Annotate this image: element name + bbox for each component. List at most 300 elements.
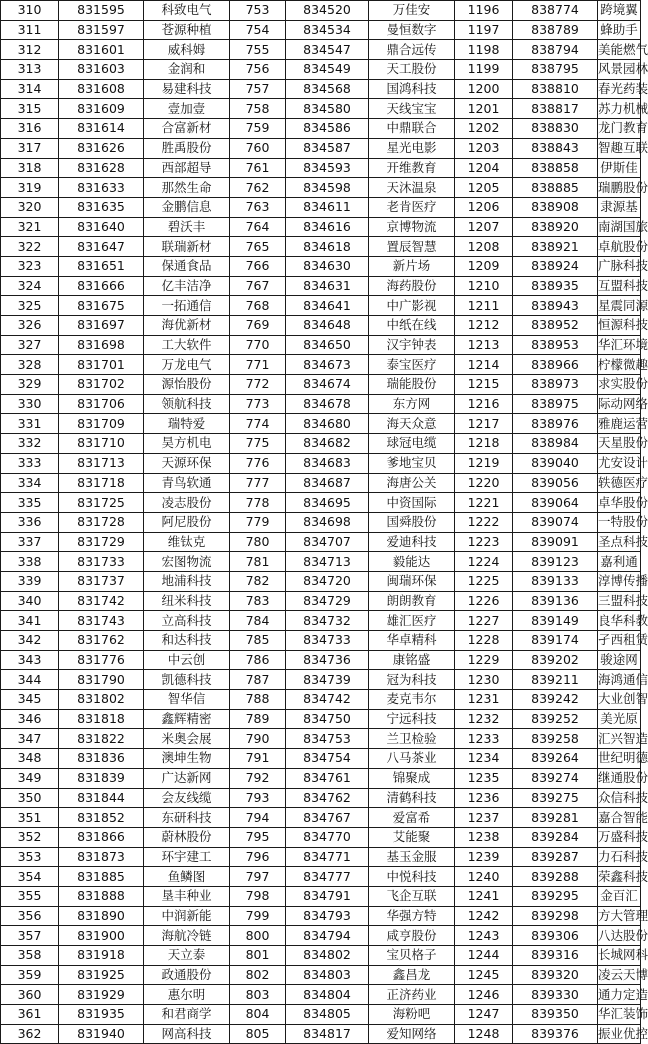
stock-name-cell: 天沐温泉	[369, 178, 455, 198]
stock-code-cell: 834739	[286, 670, 369, 690]
table-row	[1, 512, 641, 532]
stock-code-cell: 838810	[513, 79, 598, 99]
stock-code-cell: 831609	[59, 99, 144, 119]
row-index-cell: 1203	[455, 138, 513, 158]
row-index-cell: 353	[1, 847, 59, 867]
row-index-cell: 337	[1, 532, 59, 552]
stock-code-cell: 839316	[513, 946, 598, 966]
stock-name-cell: 海优新材	[144, 316, 230, 336]
stock-code-cell: 834683	[286, 453, 369, 473]
stock-name-cell: 汉宇钟表	[369, 335, 455, 355]
stock-code-cell: 834547	[286, 40, 369, 60]
stock-name-cell: 和达科技	[144, 631, 230, 651]
stock-code-cell: 838885	[513, 178, 598, 198]
stock-name-cell: 清鹤科技	[369, 788, 455, 808]
row-index-cell: 773	[230, 394, 286, 414]
stock-code-cell: 831713	[59, 453, 144, 473]
row-index-cell: 1233	[455, 729, 513, 749]
stock-name-cell: 长城网科	[598, 946, 641, 966]
stock-name-cell: 海航冷链	[144, 926, 230, 946]
stock-name-cell: 海粉吧	[369, 1005, 455, 1025]
stock-code-cell: 838908	[513, 197, 598, 217]
stock-name-cell: 那然生命	[144, 178, 230, 198]
stock-name-cell: 垦丰种业	[144, 886, 230, 906]
stock-code-cell: 839284	[513, 827, 598, 847]
stock-code-cell: 839274	[513, 768, 598, 788]
stock-code-cell: 831603	[59, 60, 144, 80]
stock-name-cell: 中资国际	[369, 493, 455, 513]
table-row	[1, 276, 641, 296]
table-row	[1, 453, 641, 473]
stock-code-cell: 839275	[513, 788, 598, 808]
stock-name-cell: 瑞鹏股份	[598, 178, 641, 198]
row-index-cell: 1240	[455, 867, 513, 887]
row-index-cell: 1217	[455, 414, 513, 434]
stock-code-cell: 834754	[286, 749, 369, 769]
row-index-cell: 360	[1, 985, 59, 1005]
stock-name-cell: 万佳安	[369, 1, 455, 21]
stock-name-cell: 爱富希	[369, 808, 455, 828]
stock-code-cell: 838830	[513, 119, 598, 139]
stock-name-cell: 振业优控	[598, 1024, 641, 1044]
stock-name-cell: 曼恒数字	[369, 20, 455, 40]
stock-code-cell: 834534	[286, 20, 369, 40]
stock-code-cell: 839242	[513, 690, 598, 710]
row-index-cell: 1247	[455, 1005, 513, 1025]
row-index-cell: 791	[230, 749, 286, 769]
stock-name-cell: 中鼎联合	[369, 119, 455, 139]
stock-code-cell: 834707	[286, 532, 369, 552]
row-index-cell: 802	[230, 965, 286, 985]
stock-code-cell: 831728	[59, 512, 144, 532]
stock-name-cell: 朗朗教育	[369, 591, 455, 611]
stock-name-cell: 尤安设计	[598, 453, 641, 473]
row-index-cell: 776	[230, 453, 286, 473]
row-index-cell: 800	[230, 926, 286, 946]
row-index-cell: 797	[230, 867, 286, 887]
stock-name-cell: 科致电气	[144, 1, 230, 21]
stock-code-cell: 831852	[59, 808, 144, 828]
stock-name-cell: 际动网络	[598, 394, 641, 414]
stock-name-cell: 球冠电缆	[369, 434, 455, 454]
row-index-cell: 778	[230, 493, 286, 513]
stock-code-cell: 839074	[513, 512, 598, 532]
table-row	[1, 591, 641, 611]
row-index-cell: 1210	[455, 276, 513, 296]
stock-name-cell: 惠尔明	[144, 985, 230, 1005]
row-index-cell: 324	[1, 276, 59, 296]
stock-name-cell: 联瑞新材	[144, 237, 230, 257]
table-row	[1, 355, 641, 375]
stock-name-cell: 瑞特爱	[144, 414, 230, 434]
row-index-cell: 1206	[455, 197, 513, 217]
table-row	[1, 40, 641, 60]
stock-code-cell: 834804	[286, 985, 369, 1005]
stock-name-cell: 恒源科技	[598, 316, 641, 336]
stock-code-cell: 839287	[513, 847, 598, 867]
stock-name-cell: 中润新能	[144, 906, 230, 926]
stock-code-cell: 834650	[286, 335, 369, 355]
row-index-cell: 798	[230, 886, 286, 906]
stock-code-cell: 834777	[286, 867, 369, 887]
stock-name-cell: 网高科技	[144, 1024, 230, 1044]
row-index-cell: 1231	[455, 690, 513, 710]
stock-name-cell: 米奥会展	[144, 729, 230, 749]
table-row	[1, 20, 641, 40]
stock-name-cell: 宁远科技	[369, 709, 455, 729]
stock-code-cell: 834793	[286, 906, 369, 926]
stock-code-cell: 834720	[286, 571, 369, 591]
stock-name-cell: 和君商学	[144, 1005, 230, 1025]
table-row	[1, 611, 641, 631]
stock-name-cell: 海唐公关	[369, 473, 455, 493]
stock-name-cell: 海鸿通信	[598, 670, 641, 690]
stock-name-cell: 艾能聚	[369, 827, 455, 847]
row-index-cell: 1245	[455, 965, 513, 985]
stock-code-cell: 831666	[59, 276, 144, 296]
stock-code-cell: 839320	[513, 965, 598, 985]
stock-code-cell: 831890	[59, 906, 144, 926]
stock-code-cell: 831802	[59, 690, 144, 710]
row-index-cell: 348	[1, 749, 59, 769]
stock-name-cell: 美光原	[598, 709, 641, 729]
table-row	[1, 926, 641, 946]
stock-code-cell: 834771	[286, 847, 369, 867]
stock-name-cell: 置辰智慧	[369, 237, 455, 257]
stock-name-cell: 春光药装	[598, 79, 641, 99]
stock-code-cell: 834674	[286, 375, 369, 395]
table-row	[1, 552, 641, 572]
stock-name-cell: 碧沃丰	[144, 217, 230, 237]
stock-name-cell: 地浦科技	[144, 571, 230, 591]
stock-name-cell: 天立泰	[144, 946, 230, 966]
stock-name-cell: 宏图物流	[144, 552, 230, 572]
table-row	[1, 650, 641, 670]
row-index-cell: 314	[1, 79, 59, 99]
row-index-cell: 1200	[455, 79, 513, 99]
row-index-cell: 779	[230, 512, 286, 532]
table-row	[1, 532, 641, 552]
stock-code-cell: 831742	[59, 591, 144, 611]
row-index-cell: 321	[1, 217, 59, 237]
stock-name-cell: 华汇装饰	[598, 1005, 641, 1025]
row-index-cell: 336	[1, 512, 59, 532]
stock-code-cell: 831718	[59, 473, 144, 493]
stock-code-cell: 831601	[59, 40, 144, 60]
stock-code-cell: 834713	[286, 552, 369, 572]
stock-code-cell: 839298	[513, 906, 598, 926]
stock-name-cell: 八马茶业	[369, 749, 455, 769]
stock-code-cell: 834587	[286, 138, 369, 158]
stock-code-cell: 831873	[59, 847, 144, 867]
table-row	[1, 690, 641, 710]
row-index-cell: 342	[1, 631, 59, 651]
table-row	[1, 375, 641, 395]
row-index-cell: 315	[1, 99, 59, 119]
table-row	[1, 414, 641, 434]
row-index-cell: 1232	[455, 709, 513, 729]
stock-code-cell: 834770	[286, 827, 369, 847]
stock-name-cell: 维钛克	[144, 532, 230, 552]
row-index-cell: 796	[230, 847, 286, 867]
stock-name-cell: 汇兴智造	[598, 729, 641, 749]
row-index-cell: 788	[230, 690, 286, 710]
row-index-cell: 361	[1, 1005, 59, 1025]
stock-name-cell: 工大软件	[144, 335, 230, 355]
stock-code-cell: 839264	[513, 749, 598, 769]
stock-code-cell: 839376	[513, 1024, 598, 1044]
stock-name-cell: 方大管理	[598, 906, 641, 926]
stock-name-cell: 三盟科技	[598, 591, 641, 611]
stock-name-cell: 嘉合智能	[598, 808, 641, 828]
stock-code-cell: 831725	[59, 493, 144, 513]
stock-code-cell: 838953	[513, 335, 598, 355]
table-row	[1, 256, 641, 276]
stock-name-cell: 凌云天博	[598, 965, 641, 985]
stock-code-cell: 834580	[286, 99, 369, 119]
stock-code-cell: 834618	[286, 237, 369, 257]
stock-name-cell: 风景园林	[598, 60, 641, 80]
row-index-cell: 790	[230, 729, 286, 749]
table-row	[1, 138, 641, 158]
row-index-cell: 758	[230, 99, 286, 119]
stock-name-cell: 隶源基	[598, 197, 641, 217]
stock-name-cell: 昊方机电	[144, 434, 230, 454]
stock-name-cell: 政通股份	[144, 965, 230, 985]
stock-name-cell: 爱迪科技	[369, 532, 455, 552]
row-index-cell: 784	[230, 611, 286, 631]
stock-name-cell: 基玉金服	[369, 847, 455, 867]
table-row	[1, 946, 641, 966]
stock-name-cell: 老肯医疗	[369, 197, 455, 217]
stock-code-cell: 834791	[286, 886, 369, 906]
row-index-cell: 753	[230, 1, 286, 21]
row-index-cell: 1222	[455, 512, 513, 532]
stock-name-cell: 中云创	[144, 650, 230, 670]
stock-code-cell: 834695	[286, 493, 369, 513]
stock-name-cell: 宝贝格子	[369, 946, 455, 966]
stock-name-cell: 互盟科技	[598, 276, 641, 296]
stock-code-cell: 834687	[286, 473, 369, 493]
table-row	[1, 886, 641, 906]
stock-name-cell: 青鸟软通	[144, 473, 230, 493]
stock-name-cell: 康铭盛	[369, 650, 455, 670]
row-index-cell: 331	[1, 414, 59, 434]
table-row	[1, 434, 641, 454]
row-index-cell: 325	[1, 296, 59, 316]
stock-code-cell: 834803	[286, 965, 369, 985]
row-index-cell: 351	[1, 808, 59, 828]
table-row	[1, 788, 641, 808]
stock-name-cell: 天线宝宝	[369, 99, 455, 119]
table-row	[1, 768, 641, 788]
table-row	[1, 178, 641, 198]
row-index-cell: 1241	[455, 886, 513, 906]
row-index-cell: 803	[230, 985, 286, 1005]
stock-name-cell: 星震同源	[598, 296, 641, 316]
table-row	[1, 60, 641, 80]
row-index-cell: 1238	[455, 827, 513, 847]
stock-name-cell: 卓华股份	[598, 493, 641, 513]
stock-code-cell: 831888	[59, 886, 144, 906]
row-index-cell: 1198	[455, 40, 513, 60]
row-index-cell: 318	[1, 158, 59, 178]
table-row	[1, 158, 641, 178]
stock-code-cell: 831698	[59, 335, 144, 355]
row-index-cell: 801	[230, 946, 286, 966]
table-row	[1, 808, 641, 828]
stock-name-cell: 雅鹿运营	[598, 414, 641, 434]
stock-code-cell: 834586	[286, 119, 369, 139]
stock-code-cell: 838774	[513, 1, 598, 21]
row-index-cell: 1205	[455, 178, 513, 198]
row-index-cell: 355	[1, 886, 59, 906]
stock-code-cell: 838858	[513, 158, 598, 178]
table-row	[1, 847, 641, 867]
row-index-cell: 1243	[455, 926, 513, 946]
stock-code-cell: 831918	[59, 946, 144, 966]
stock-code-cell: 831885	[59, 867, 144, 887]
stock-name-cell: 阿尼股份	[144, 512, 230, 532]
stock-name-cell: 凯德科技	[144, 670, 230, 690]
stock-code-cell: 834648	[286, 316, 369, 336]
stock-code-cell: 839136	[513, 591, 598, 611]
row-index-cell: 341	[1, 611, 59, 631]
stock-name-cell: 苍源种植	[144, 20, 230, 40]
stock-code-cell: 831651	[59, 256, 144, 276]
row-index-cell: 794	[230, 808, 286, 828]
stock-name-cell: 东方网	[369, 394, 455, 414]
stock-code-cell: 831597	[59, 20, 144, 40]
stock-code-cell: 831836	[59, 749, 144, 769]
stock-name-cell: 锦聚成	[369, 768, 455, 788]
stock-code-cell: 831647	[59, 237, 144, 257]
stock-name-cell: 爹地宝贝	[369, 453, 455, 473]
row-index-cell: 320	[1, 197, 59, 217]
stock-name-cell: 环宇建工	[144, 847, 230, 867]
table-row	[1, 965, 641, 985]
row-index-cell: 1201	[455, 99, 513, 119]
row-index-cell: 1236	[455, 788, 513, 808]
stock-name-cell: 良华科教	[598, 611, 641, 631]
row-index-cell: 1214	[455, 355, 513, 375]
stock-code-cell: 838795	[513, 60, 598, 80]
row-index-cell: 311	[1, 20, 59, 40]
table-row	[1, 493, 641, 513]
stock-code-cell: 834611	[286, 197, 369, 217]
stock-name-cell: 星光电影	[369, 138, 455, 158]
stock-name-cell: 智华信	[144, 690, 230, 710]
table-row	[1, 729, 641, 749]
row-index-cell: 1244	[455, 946, 513, 966]
row-index-cell: 332	[1, 434, 59, 454]
stock-code-cell: 831710	[59, 434, 144, 454]
stock-name-cell: 求实股份	[598, 375, 641, 395]
row-index-cell: 1221	[455, 493, 513, 513]
row-index-cell: 1248	[455, 1024, 513, 1044]
table-row	[1, 867, 641, 887]
stock-code-cell: 838921	[513, 237, 598, 257]
stock-code-cell: 834520	[286, 1, 369, 21]
row-index-cell: 805	[230, 1024, 286, 1044]
stock-name-cell: 八达股份	[598, 926, 641, 946]
row-index-cell: 347	[1, 729, 59, 749]
stock-name-cell: 南湖国旅	[598, 217, 641, 237]
stock-code-cell: 834616	[286, 217, 369, 237]
table-row	[1, 1024, 641, 1044]
stock-name-cell: 大业创智	[598, 690, 641, 710]
stock-code-cell: 834750	[286, 709, 369, 729]
stock-code-cell: 831844	[59, 788, 144, 808]
stock-name-cell: 鱼鳞图	[144, 867, 230, 887]
row-index-cell: 345	[1, 690, 59, 710]
stock-name-cell: 力石科技	[598, 847, 641, 867]
row-index-cell: 1234	[455, 749, 513, 769]
table-row	[1, 119, 641, 139]
stock-code-cell: 831762	[59, 631, 144, 651]
row-index-cell: 781	[230, 552, 286, 572]
stock-code-cell: 839133	[513, 571, 598, 591]
row-index-cell: 313	[1, 60, 59, 80]
stock-code-cell: 834742	[286, 690, 369, 710]
row-index-cell: 769	[230, 316, 286, 336]
stock-code-cell: 834736	[286, 650, 369, 670]
stock-name-cell: 广达新网	[144, 768, 230, 788]
row-index-cell: 757	[230, 79, 286, 99]
row-index-cell: 783	[230, 591, 286, 611]
stock-code-cell: 839056	[513, 473, 598, 493]
row-index-cell: 770	[230, 335, 286, 355]
row-index-cell: 1219	[455, 453, 513, 473]
row-index-cell: 327	[1, 335, 59, 355]
stock-code-cell: 834598	[286, 178, 369, 198]
stock-code-cell: 831818	[59, 709, 144, 729]
row-index-cell: 1207	[455, 217, 513, 237]
stock-code-cell: 834794	[286, 926, 369, 946]
table-row	[1, 1005, 641, 1025]
table-row	[1, 571, 641, 591]
stock-name-cell: 保通食品	[144, 256, 230, 276]
stock-name-cell: 龙门教育	[598, 119, 641, 139]
stock-code-cell: 838843	[513, 138, 598, 158]
row-index-cell: 1246	[455, 985, 513, 1005]
stock-code-cell: 831697	[59, 316, 144, 336]
stock-code-cell: 839091	[513, 532, 598, 552]
stock-code-cell: 831633	[59, 178, 144, 198]
row-index-cell: 319	[1, 178, 59, 198]
stock-code-cell: 834698	[286, 512, 369, 532]
stock-code-cell: 831626	[59, 138, 144, 158]
row-index-cell: 322	[1, 237, 59, 257]
stock-code-cell: 831709	[59, 414, 144, 434]
row-index-cell: 350	[1, 788, 59, 808]
stock-name-cell: 跨境翼	[598, 1, 641, 21]
stock-code-cell: 839295	[513, 886, 598, 906]
stock-code-cell: 839258	[513, 729, 598, 749]
stock-name-cell: 嘉利通	[598, 552, 641, 572]
stock-name-cell: 世纪明德	[598, 749, 641, 769]
row-index-cell: 1196	[455, 1, 513, 21]
stock-name-cell: 蔚林股份	[144, 827, 230, 847]
stock-name-cell: 一特股份	[598, 512, 641, 532]
stock-name-cell: 京博物流	[369, 217, 455, 237]
stock-code-cell: 834729	[286, 591, 369, 611]
row-index-cell: 316	[1, 119, 59, 139]
stock-name-cell: 麦克韦尔	[369, 690, 455, 710]
stock-name-cell: 孑西租赁	[598, 631, 641, 651]
stock-code-cell: 839306	[513, 926, 598, 946]
table-row	[1, 217, 641, 237]
